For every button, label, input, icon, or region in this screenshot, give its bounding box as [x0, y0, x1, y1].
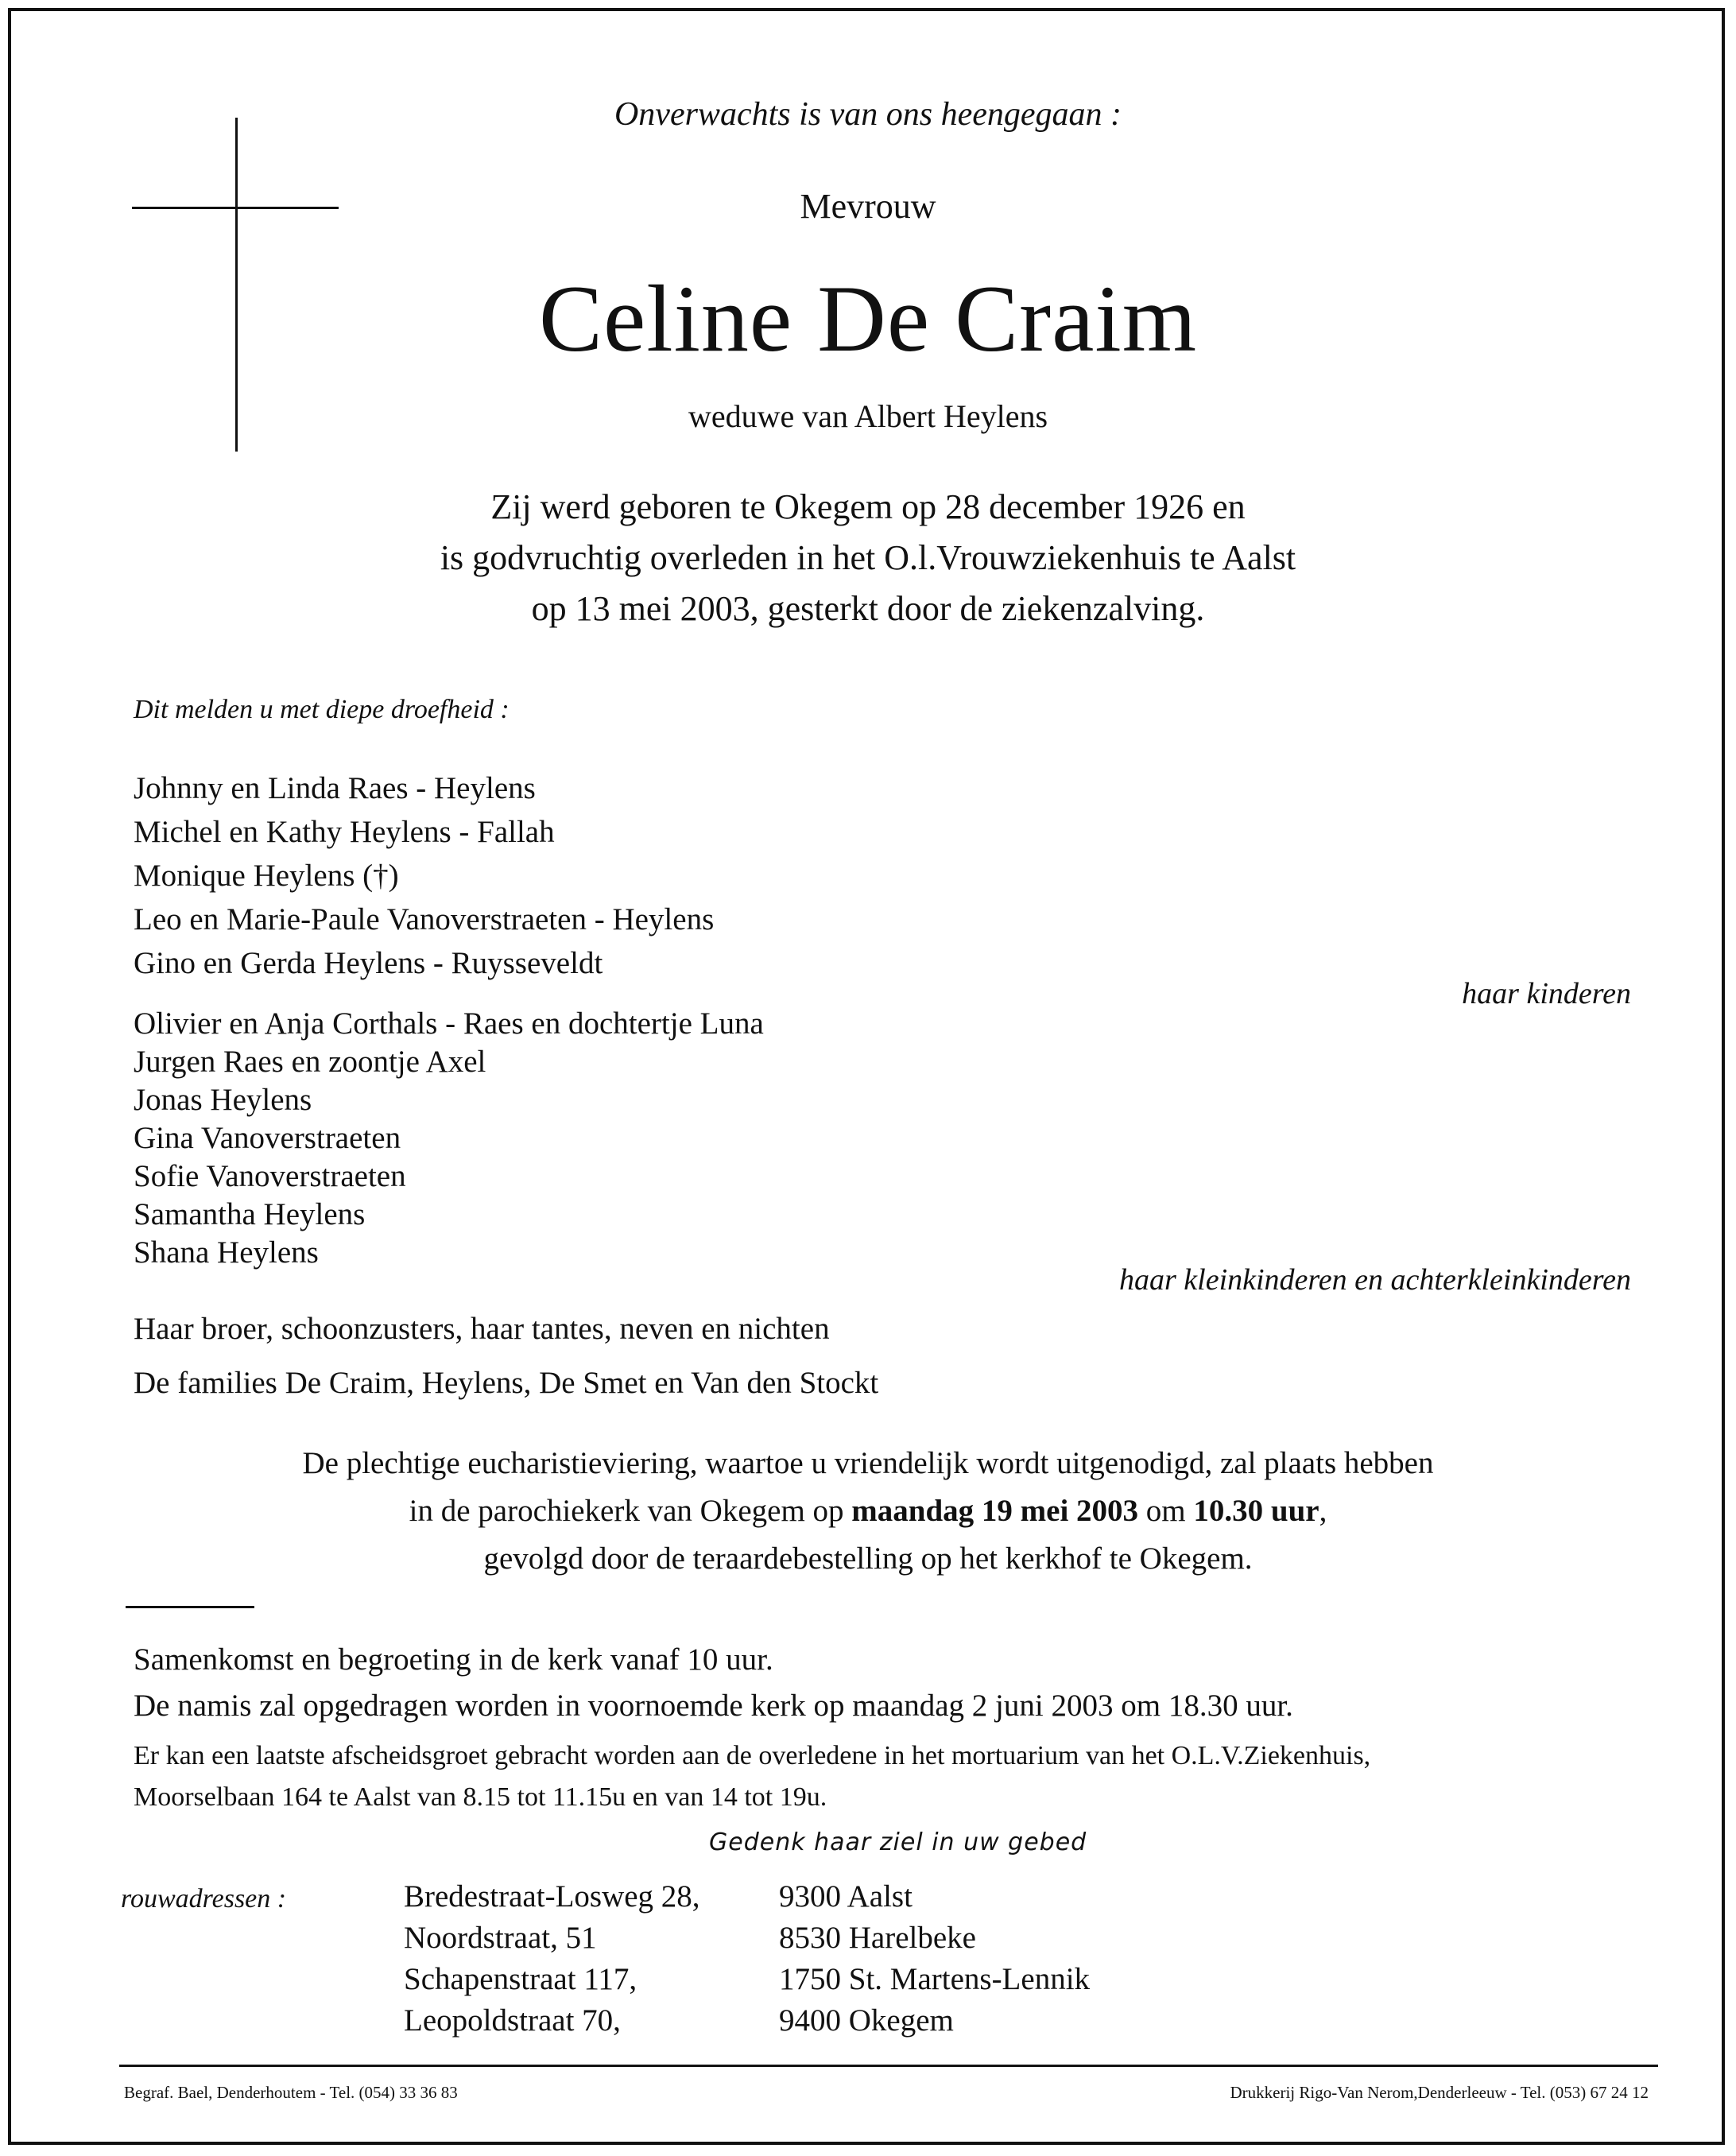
footer-right: Drukkerij Rigo-Van Nerom,Denderleeuw - Tel. (053) 67 24 12 — [1230, 2083, 1649, 2102]
farewell-line-1: Er kan een laatste afscheidsgroet gebracht worden aan de overledene in het mortuarium van het O.L.V.Ziekenhuis, — [134, 1741, 1371, 1770]
ceremony-line-3: gevolgd door de teraardebestelling op het kerkhof te Okegem. — [483, 1541, 1253, 1576]
list-item: Olivier en Anja Corthals - Raes en dochtertje Luna — [134, 1006, 764, 1041]
list-item: Michel en Kathy Heylens - Fallah — [134, 815, 555, 849]
list-item: Monique Heylens (†) — [134, 859, 399, 893]
ceremony-line-1: De plechtige eucharistieviering, waartoe u vriendelijk wordt uitgenodigd, zal plaats hebben — [302, 1446, 1434, 1480]
list-item: Gina Vanoverstraeten — [134, 1121, 401, 1155]
intro-text: Onverwachts is van ons heengegaan : — [614, 96, 1122, 133]
list-item: Samantha Heylens — [134, 1197, 366, 1231]
ceremony-date: maandag 19 mei 2003 — [851, 1494, 1139, 1528]
birth-line-2: is godvruchtig overleden in het O.l.Vrouwziekenhuis te Aalst — [440, 538, 1296, 577]
list-item: Johnny en Linda Raes - Heylens — [134, 771, 536, 805]
address-street: Schapenstraat 117, — [404, 1962, 637, 1996]
children-label: haar kinderen — [1462, 977, 1631, 1010]
list-item: Leo en Marie-Paule Vanoverstraeten - Heylens — [134, 902, 715, 936]
grandchildren-label: haar kleinkinderen en achterkleinkinderen — [1119, 1263, 1631, 1297]
deceased-name: Celine De Craim — [538, 266, 1198, 371]
divider — [126, 1606, 254, 1608]
address-street: Noordstraat, 51 — [404, 1921, 597, 1955]
address-city: 8530 Harelbeke — [779, 1921, 976, 1955]
footer-rule — [119, 2065, 1658, 2067]
farewell-line-2: Moorselbaan 164 te Aalst van 8.15 tot 11.15u en van 14 tot 19u. — [134, 1782, 827, 1812]
ceremony-text: om — [1138, 1494, 1194, 1528]
prayer-text: Gedenk haar ziel in uw gebed — [709, 1828, 1087, 1856]
addresses-label: rouwadressen : — [121, 1884, 287, 1914]
list-item: Shana Heylens — [134, 1235, 319, 1270]
ceremony-text: in de parochiekerk van Okegem op — [409, 1494, 852, 1528]
ceremony-text: , — [1319, 1494, 1327, 1528]
note-line-2: De namis zal opgedragen worden in voornoemde kerk op maandag 2 juni 2003 om 18.30 uur. — [134, 1689, 1293, 1723]
address-city: 9300 Aalst — [779, 1879, 913, 1914]
address-street: Leopoldstraat 70, — [404, 2003, 621, 2038]
announce-text: Dit melden u met diepe droefheid : — [134, 695, 510, 724]
ceremony-line-2 — [0, 1493, 1736, 1529]
relatives-line-1: Haar broer, schoonzusters, haar tantes, neven en nichten — [134, 1312, 830, 1346]
list-item: Jonas Heylens — [134, 1083, 312, 1117]
address-street: Bredestraat-Losweg 28, — [404, 1879, 700, 1914]
relatives-line-2: De families De Craim, Heylens, De Smet en Van den Stockt — [134, 1366, 879, 1400]
list-item: Sofie Vanoverstraeten — [134, 1159, 406, 1193]
birth-line-3: op 13 mei 2003, gesterkt door de ziekenzalving. — [531, 589, 1205, 628]
footer-left: Begraf. Bael, Denderhoutem - Tel. (054) 33 36 83 — [124, 2083, 458, 2102]
address-city: 1750 St. Martens-Lennik — [779, 1962, 1091, 1996]
ceremony-time: 10.30 uur — [1193, 1494, 1319, 1528]
widow-line: weduwe van Albert Heylens — [688, 398, 1048, 434]
birth-line-1: Zij werd geboren te Okegem op 28 december 1926 en — [490, 487, 1246, 526]
address-city: 9400 Okegem — [779, 2003, 954, 2038]
list-item: Gino en Gerda Heylens - Ruysseveldt — [134, 946, 603, 980]
honorific: Mevrouw — [800, 187, 936, 226]
note-line-1: Samenkomst en begroeting in de kerk vanaf 10 uur. — [134, 1642, 773, 1677]
list-item: Jurgen Raes en zoontje Axel — [134, 1045, 486, 1079]
